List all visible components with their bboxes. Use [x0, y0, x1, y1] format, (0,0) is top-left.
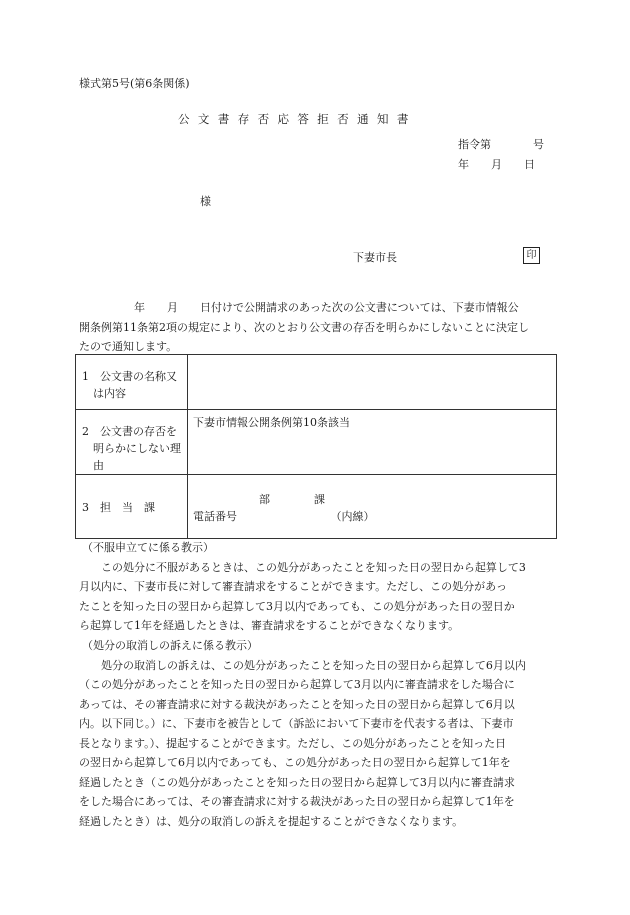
body-line: 年 月 日付けで公開請求のあった次の公文書については、下妻市情報公 [79, 301, 519, 314]
date-month-label: 月 [491, 158, 502, 171]
objection-heading: （不服申立てに係る教示） [82, 541, 214, 554]
lawsuit-heading: （処分の取消しの訴えに係る教示） [82, 639, 258, 652]
body-line: たので通知します。 [79, 340, 178, 353]
row-label-document-name [76, 355, 188, 410]
row-value-department [188, 475, 557, 539]
notice-line: この処分に不服があるときは、この処分があったことを知った日の翌日から起算して3 [101, 560, 526, 574]
notice-line: 月以内に、下妻市長に対して審査請求をすることができます。ただし、この処分があっ [79, 580, 508, 593]
table-row [76, 355, 557, 410]
notice-line: あっては、その審査請求に対する裁決があったことを知った日の翌日から起算して6月以 [79, 697, 515, 711]
seal-mark: 印 [523, 247, 540, 264]
label-line: は内容 [82, 387, 126, 400]
notice-line: 経過したとき（この処分があったことを知った日の翌日から起算して3月以内に審査請求 [79, 775, 515, 789]
row-value-document-name [188, 355, 557, 410]
label-line: 由 [82, 459, 104, 472]
addressee-suffix: 様 [200, 195, 211, 208]
body-line: 開条例第11条第2項の規定により、次のとおり公文書の存否を明らかにしないことに決定し [79, 320, 529, 334]
label-line: 明らかにしない理 [82, 442, 181, 455]
label-line: 2 公文書の存否を [82, 425, 177, 438]
row-label-reason [76, 410, 188, 475]
notice-line: （この処分があったことを知った日の翌日から起算して3月以内に審査請求をした場合に [79, 678, 515, 691]
document-title: 公文書存否応答拒否通知書 [178, 112, 417, 126]
notification-body [79, 298, 559, 357]
notice-line: をした場合にあっては、その審査請求に対する裁決があった日の翌日から起算して1年を [79, 795, 515, 808]
notice-line: たことを知った日の翌日から起算して3月以内であっても、この処分があった日の翌日か [79, 599, 515, 613]
value-line: 下妻市情報公開条例第10条該当 [193, 416, 350, 429]
order-number-suffix: 号 [533, 138, 544, 151]
label-line: 3 担 当 課 [82, 501, 155, 514]
table-row [76, 475, 557, 539]
date-day-label: 日 [524, 158, 535, 171]
value-line: 電話番号 （内線） [193, 510, 375, 523]
value-line: 部 課 [193, 493, 325, 506]
order-number-label: 指令第 [458, 138, 491, 151]
date-year-label: 年 [458, 158, 469, 171]
notice-line: 内。以下同じ。）に、下妻市を被告として（訴訟において下妻市を代表する者は、下妻市 [79, 717, 514, 730]
issue-date-line [458, 156, 535, 172]
issuer-name: 下妻市長 [353, 251, 397, 264]
row-label-department [76, 475, 188, 539]
order-number-line [458, 136, 544, 152]
notice-line: 経過したとき）は、処分の取消しの訴えを提起することができなくなります。 [79, 814, 464, 828]
notice-line: ら起算して1年を経過したときは、審査請求をすることができなくなります。 [79, 619, 460, 632]
notice-line: 処分の取消しの訴えは、この処分があったことを知った日の翌日から起算して6月以内 [101, 658, 526, 672]
form-number: 様式第5号(第6条関係) [79, 77, 190, 90]
label-line: 1 公文書の名称又 [82, 370, 177, 383]
table-row [76, 410, 557, 475]
notice-line: 長となります。）、提起することができます。ただし、この処分があったことを知った日 [79, 736, 507, 750]
notice-line: の翌日から起算して6月以内であっても、この処分があった日の翌日から起算して1年を [79, 756, 511, 769]
document-info-table [75, 354, 557, 539]
row-value-reason [188, 410, 557, 475]
lawsuit-notice [79, 636, 559, 831]
objection-notice [79, 538, 559, 636]
